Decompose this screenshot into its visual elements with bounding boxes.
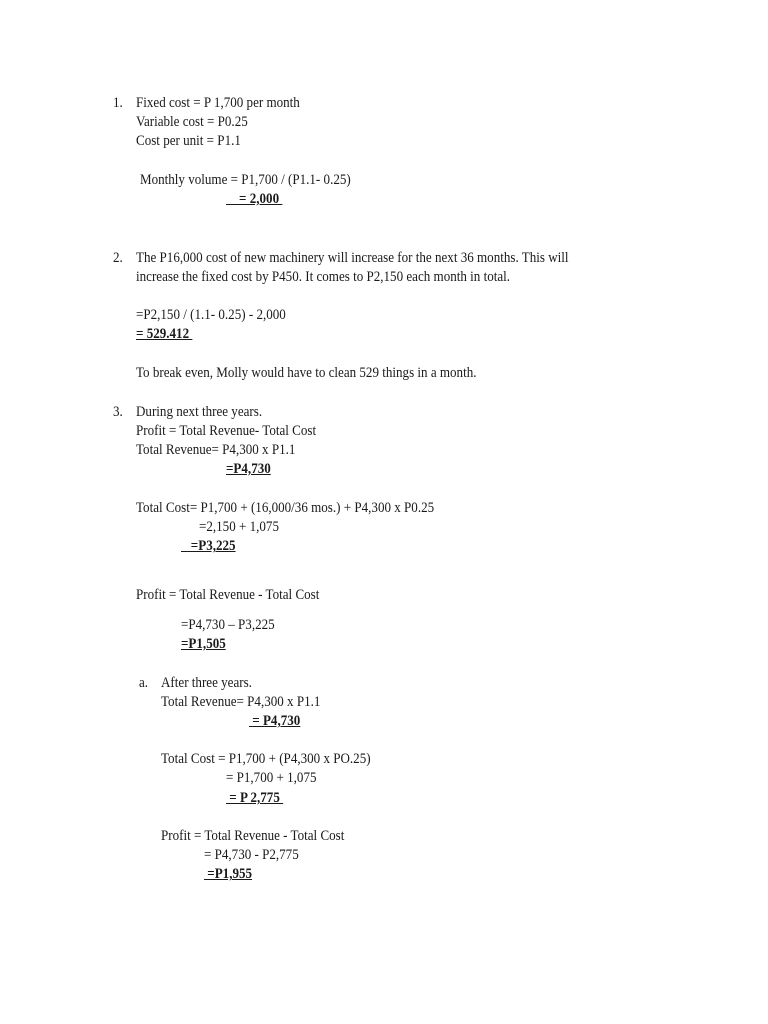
q3-profit-result: =P1,505: [181, 636, 226, 652]
qa-profit-step: = P4,730 - P2,775: [204, 847, 299, 863]
q2-text-line1: The P16,000 cost of new machinery will increase for the next 36 months. This will: [136, 250, 569, 266]
q3-total-cost-step: =2,150 + 1,075: [199, 519, 279, 535]
q2-formula: =P2,150 / (1.1- 0.25) - 2,000: [136, 307, 286, 323]
q2-text-line2: increase the fixed cost by P450. It comes to P2,150 each month in total.: [136, 269, 511, 285]
q2-number: 2.: [113, 250, 123, 266]
q3-profit-step: =P4,730 – P3,225: [181, 617, 275, 633]
q3-total-revenue: Total Revenue= P4,300 x P1.1: [136, 442, 296, 458]
q3-total-cost-result: =P3,225: [181, 538, 236, 554]
q1-fixed-cost: Fixed cost = P 1,700 per month: [136, 95, 300, 111]
q1-number: 1.: [113, 95, 123, 111]
q1-variable-cost: Variable cost = P0.25: [136, 114, 248, 130]
qa-profit: Profit = Total Revenue - Total Cost: [161, 828, 345, 844]
q3-total-revenue-result: =P4,730: [226, 461, 271, 477]
q3-profit: Profit = Total Revenue - Total Cost: [136, 587, 320, 603]
q3-total-cost: Total Cost= P1,700 + (16,000/36 mos.) + P4,300 x P0.25: [136, 500, 435, 516]
qa-total-revenue: Total Revenue= P4,300 x P1.1: [161, 694, 321, 710]
q2-conclusion: To break even, Molly would have to clean 529 things in a month.: [136, 365, 477, 381]
qa-intro: After three years.: [161, 675, 252, 691]
q1-cost-per-unit: Cost per unit = P1.1: [136, 133, 241, 149]
q1-result: = 2,000: [226, 191, 283, 207]
q1-monthly-volume: Monthly volume = P1,700 / (P1.1- 0.25): [140, 172, 351, 188]
q2-result: = 529.412: [136, 326, 193, 342]
q3-intro: During next three years.: [136, 404, 263, 420]
qa-label: a.: [139, 675, 149, 691]
qa-total-cost: Total Cost = P1,700 + (P4,300 x PO.25): [161, 751, 371, 767]
qa-total-cost-step: = P1,700 + 1,075: [226, 770, 317, 786]
q3-number: 3.: [113, 404, 123, 420]
q3-profit-definition: Profit = Total Revenue- Total Cost: [136, 423, 317, 439]
qa-total-revenue-result: = P4,730: [249, 713, 301, 729]
qa-total-cost-result: = P 2,775: [226, 790, 284, 806]
qa-profit-result: =P1,955: [204, 866, 253, 882]
